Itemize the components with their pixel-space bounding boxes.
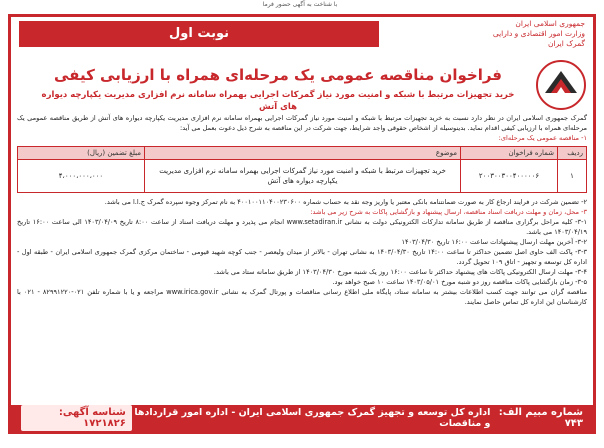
top-strip: با شناخت به آگهی حضور فرما — [262, 1, 338, 8]
line-contact: مناقصه گران می توانند جهت کسب اطلاعات بیشتر به سامانه ستاد، پایگاه ملی اطلاع رسانی مناقصات و پورتال گمرک به نشانی www.irica.gov.ir مراجعه و یا با شماره تلفن ۰۲۱-۸۲۹۹۱۲۲۰ - ۰۲۱ با کارشناسان این اداره کل تماس حاصل نمایند. — [17, 288, 587, 306]
header-row-number: ردیف — [558, 147, 587, 160]
header-subject: موضوع — [145, 147, 461, 160]
line-3-2: ۳-۲- آخرین مهلت ارسال پیشنهادات ساعت ۱۶:۰۰ تاریخ ۱۴۰۳/۰۴/۳۰ — [401, 238, 587, 246]
notice-title: فراخوان مناقصه عمومی یک مرحله‌ای همراه با ارزیابی کیفی — [53, 66, 503, 84]
customs-logo-icon — [535, 59, 587, 111]
cell-row-number: ۱ — [558, 160, 587, 193]
header-guarantee: مبلغ تضمین (ریال) — [18, 147, 145, 160]
notice-body — [17, 113, 587, 307]
line-3-1: ۳-۱- کلیه مراحل برگزاری مناقصه از طریق سامانه تدارکات الکترونیکی دولت به نشانی www.setadiran.ir انجام می پذیرد و مهلت دریافت اسناد از ساعت ۸:۰۰ تاریخ ۱۴۰۳/۰۴/۰۹ الی ساعت ۱۶:۰۰ تاریخ ۱۴۰۳/۰۴/۱۹ می باشد. — [17, 218, 588, 236]
line-3-4: ۳-۴- مهلت ارسال الکترونیکی پاکات های پیشنهاد حداکثر تا ساعت ۱۶:۰۰ روز یک شنبه مورخ ۱۴۰۳/۰۴/۳۰ از طریق سامانه ستاد می باشد. — [213, 268, 587, 276]
table-row — [18, 160, 587, 193]
line-guarantee: ۲- تضمین شرکت در فرایند ارجاع کار به صورت ضمانتنامه بانکی معتبر یا واریز وجه نقد به حساب شماره ۴۰۰۱۰۰۱۱۰۴۰۰۲۳۰۶۰۰ به نام تمرکز وجوه سپرده گمرک ج.ا.ا می باشد. — [104, 198, 587, 206]
tender-table — [17, 146, 587, 193]
header-call-number: شماره فراخوان — [461, 147, 558, 160]
cell-guarantee: ۴،۰۰۰،۰۰۰،۰۰۰ — [18, 160, 145, 193]
org-line-2: وزارت امور اقتصادی و دارایی — [492, 29, 585, 38]
footer-number: شماره مبیم الف: ۷۴۳ — [498, 407, 583, 429]
cell-subject: خرید تجهیزات مرتبط با شبکه و امنیت مورد نیاز گمرکات اجرایی بهمراه سامانه نرم افزاری مدیریت یکپارچه دیواره های آتش — [145, 160, 461, 193]
notice-subtitle: خرید تجهیزات مرتبط با شبکه و امنیت مورد نیاز گمرکات اجرایی بهمراه سامانه نرم افزاری مدیریت یکپارچه دیواره های آتش — [41, 90, 515, 112]
header — [11, 17, 593, 61]
table-header-row — [18, 147, 587, 160]
cell-call-number: ۲۰۰۳۰۰۳۰۰۴۰۰۰۰۰۶ — [461, 160, 558, 193]
line-schedule-heading: ۳- محل، زمان و مهلت دریافت اسناد مناقصه، ارسال پیشنهاد و بازگشایی پاکات به شرح زیر می باشد: — [310, 208, 587, 216]
notice-frame — [8, 14, 596, 434]
intro-paragraph: گمرک جمهوری اسلامی ایران در نظر دارد نسبت به خرید تجهیزات مرتبط با شبکه و امنیت مورد نیاز گمرکات اجرایی بهمراه سامانه نرم افزاری مدیریت یکپارچه دیواره های آتش از طریق مناقصه عمومی یک مرحله‌ای همراه با ارزیابی کیفی اقدام نماید. بدینوسیله از اشخاص حقوقی واجد شرایط، جهت شرکت در این مناقصه به شرح ذیل دعوت بعمل می آید: — [17, 114, 587, 132]
line-3-5: ۳-۵- زمان بازگشایی پاکات مناقصه روز دو شنبه مورخ ۱۴۰۳/۰۵/۰۱ ساعت ۱۰ صبح خواهد بود. — [332, 278, 587, 286]
round-badge: نوبت اول — [19, 21, 379, 47]
ad-id-badge: شناسه آگهی: ۱۷۲۱۸۲۶ — [21, 405, 132, 431]
line-3-3: ۳-۳- پاکت الف حاوی اصل تضمین حداکثر تا ساعت ۱۴:۰۰ تاریخ ۱۴۰۳/۰۴/۳۰ به نشانی تهران - بالاتر از میدان ولیعصر - جنب کوچه شهید قیومی - ساختمان مرکزی گمرک جمهوری اسلامی ایران - طبقه اول - اداره کل توسعه و تجهیز - اتاق ۱۰۹ تحویل گردد. — [17, 248, 587, 266]
section-1-heading: ۱- مناقصه عمومی یک مرحله‌ای: — [498, 134, 587, 142]
organization-block — [395, 19, 585, 49]
org-line-1: جمهوری اسلامی ایران — [515, 19, 585, 28]
org-line-3: گمرک ایران — [547, 39, 585, 48]
footer-department: اداره کل توسعه و تجهیز گمرک جمهوری اسلامی ایران - اداره امور قراردادها و مناقصات — [134, 407, 491, 429]
footer-bar — [11, 405, 593, 431]
